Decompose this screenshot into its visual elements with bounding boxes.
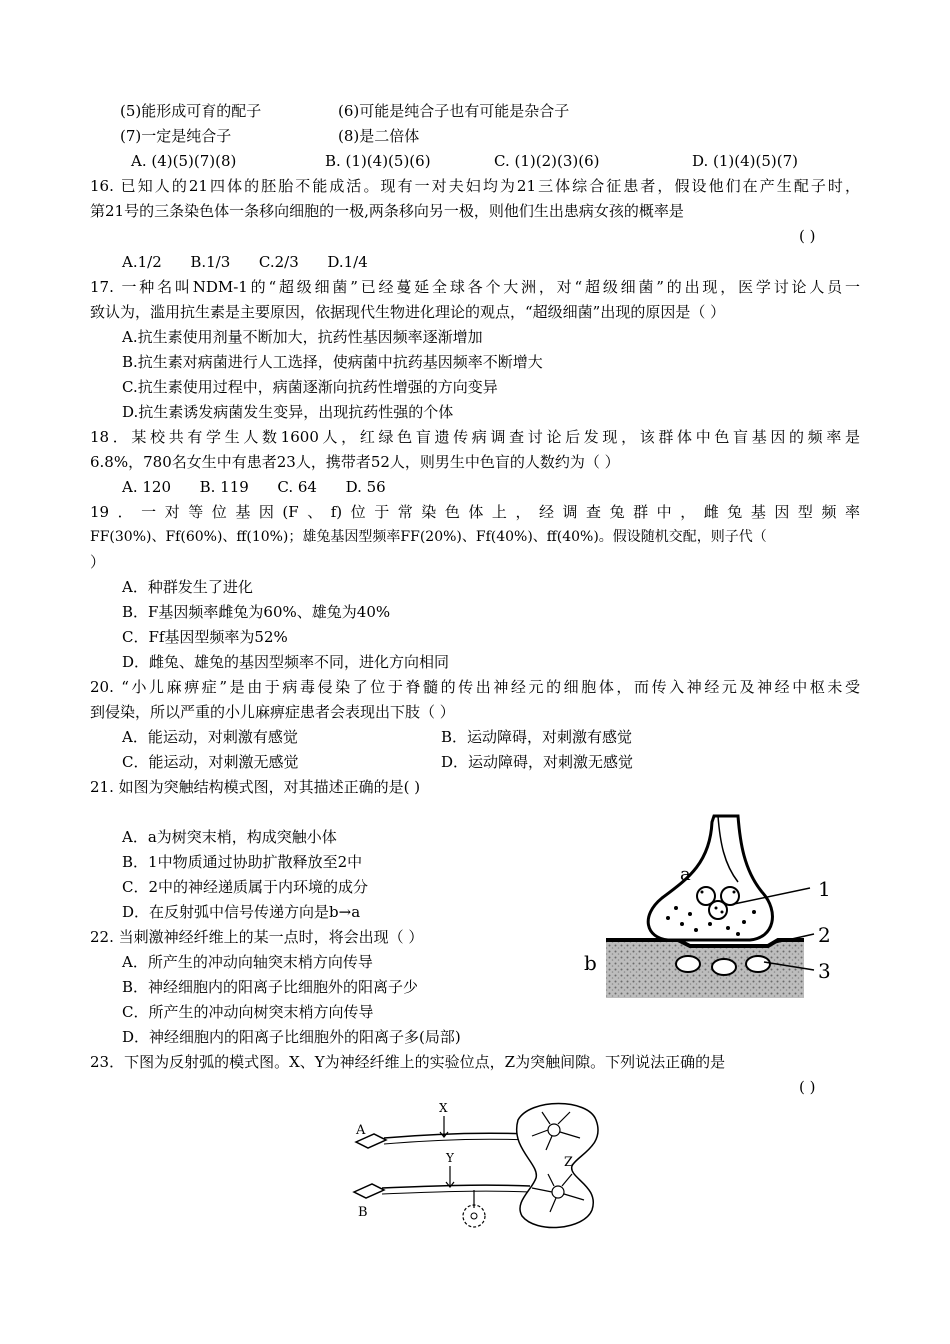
- fig-label-3: 3: [818, 959, 831, 983]
- fig-label-1: 1: [818, 877, 831, 901]
- q17-option-a: A.抗生素使用剂量不断加大，抗药性基因频率逐渐增加: [122, 328, 483, 346]
- afferent-fiber-inner: [384, 1139, 530, 1144]
- q21-option-d: D．在反射弧中信号传递方向是b→a: [122, 903, 361, 921]
- q21-stem: 21. 如图为突触结构模式图，对其描述正确的是( ): [90, 778, 421, 796]
- receptor: [712, 959, 736, 975]
- synapse-diagram: [578, 812, 840, 998]
- ganglion-cell: [471, 1213, 477, 1219]
- q20-option-c: C．能运动，对刺激无感觉: [122, 753, 299, 771]
- q15-line1-a: (5)能形成可育的配子: [120, 102, 262, 120]
- fig-label-X: X: [439, 1101, 448, 1115]
- effector-b-icon: [354, 1184, 384, 1198]
- q17-stem-line2: 致认为，滥用抗生素是主要原因，依据现代生物进化理论的观点，“超级细菌”出现的原因是（ ）: [90, 303, 726, 321]
- q19-option-c: C．Ff基因型频率为52%: [122, 628, 288, 646]
- fig-label-A: A: [356, 1123, 366, 1138]
- q20-option-a: A．能运动，对刺激有感觉: [122, 728, 298, 746]
- q15-option-c: C. (1)(2)(3)(6): [494, 152, 600, 170]
- q19-stem-line1: 19．一对等位基因(F、f)位于常染色体上，经调查兔群中，雌兔基因型频率: [90, 503, 860, 521]
- q22-stem: 22. 当刺激神经纤维上的某一点时，将会出现（ ）: [90, 928, 424, 946]
- fig-label-Y: Y: [446, 1151, 454, 1165]
- fig-label-a: a: [680, 864, 691, 885]
- q17-stem-line1: 17. 一种名叫NDM-1的“超级细菌”已经蔓延全球各个大洲，对“超级细菌”的出现，医学讨论人员一: [90, 278, 860, 296]
- q20-option-b: B．运动障碍，对刺激有感觉: [441, 728, 633, 746]
- q22-option-b: B．神经细胞内的阳离子比细胞外的阳离子少: [122, 978, 419, 996]
- fig-label-b: b: [584, 951, 597, 975]
- q18-options: A. 120 B. 119 C. 64 D. 56: [122, 478, 386, 496]
- efferent-fiber-inner: [382, 1191, 530, 1194]
- q22-option-c: C．所产生的冲动向树突末梢方向传导: [122, 1003, 374, 1021]
- q20-option-d: D．运动障碍，对刺激无感觉: [441, 753, 634, 771]
- q15-option-d: D. (1)(4)(5)(7): [692, 152, 799, 170]
- q18-stem-line1: 18．某校共有学生人数1600人，红绿色盲遗传病调查讨论后发现，该群体中色盲基因的频率是: [90, 428, 860, 446]
- q21-option-b: B．1中物质通过协助扩散释放至2中: [122, 853, 363, 871]
- fig-label-Z: Z: [564, 1155, 574, 1170]
- receptor: [746, 956, 770, 972]
- q17-option-d: D.抗生素诱发病菌发生变异，出现抗药性强的个体: [122, 403, 454, 421]
- q19-stem-line3: ）: [90, 553, 106, 571]
- q16-options: A.1/2 B.1/3 C.2/3 D.1/4: [122, 253, 368, 271]
- fig-label-B: B: [358, 1205, 368, 1220]
- q20-stem-line2: 到侵染，所以严重的小儿麻痹症患者会表现出下肢（ ）: [90, 703, 455, 721]
- synaptic-knob: [648, 816, 772, 940]
- q15-line2-a: (7)一定是纯合子: [120, 127, 232, 145]
- postsynaptic-membrane: [606, 940, 804, 998]
- q15-option-b: B. (1)(4)(5)(6): [325, 152, 431, 170]
- q22-option-d: D．神经细胞内的阳离子比细胞外的阳离子多(局部): [122, 1028, 461, 1046]
- spinal-cord-outline: [517, 1104, 598, 1228]
- q16-stem-line1: 16. 已知人的21四体的胚胎不能成活。现有一对夫妇均为21三体综合征患者，假设他们在产生配子时，: [90, 177, 860, 195]
- q15-option-a: A. (4)(5)(7)(8): [131, 152, 237, 170]
- q16-answer-paren: ( ): [799, 227, 816, 245]
- q21-option-c: C．2中的神经递质属于内环境的成分: [122, 878, 369, 896]
- ganglion-circle: [463, 1205, 485, 1227]
- fig-label-2: 2: [818, 923, 831, 947]
- q16-stem-line2: 第21号的三条染色体一条移向细胞的一极,两条移向另一极，则他们生出患病女孩的概率是: [90, 202, 684, 220]
- afferent-fiber: [384, 1133, 530, 1138]
- q18-stem-line2: 6.8%，780名女生中有患者23人，携带者52人，则男生中色盲的人数约为（ ）: [90, 453, 620, 471]
- q19-option-a: A．种群发生了进化: [122, 578, 253, 596]
- efferent-fiber: [382, 1185, 530, 1188]
- q17-option-c: C.抗生素使用过程中，病菌逐渐向抗药性增强的方向变异: [122, 378, 498, 396]
- receptor: [676, 956, 700, 972]
- q15-line1-b: (6)可能是纯合子也有可能是杂合子: [338, 102, 570, 120]
- q19-option-b: B．F基因频率雌兔为60%、雄兔为40%: [122, 603, 391, 621]
- q23-answer-paren: ( ): [799, 1078, 816, 1096]
- q17-option-b: B.抗生素对病菌进行人工选择，使病菌中抗药基因频率不断增大: [122, 353, 543, 371]
- q21-option-a: A．a为树突末梢，构成突触小体: [122, 828, 337, 846]
- q23-stem: 23．下图为反射弧的模式图。X、Y为神经纤维上的实验位点，Z为突触间隙。下列说法正确的是: [90, 1053, 726, 1071]
- q19-option-d: D．雌兔、雄兔的基因型频率不同，进化方向相同: [122, 653, 450, 671]
- q20-stem-line1: 20. “小儿麻痹症”是由于病毒侵染了位于脊髓的传出神经元的细胞体，而传入神经元及神经中枢未受: [90, 678, 860, 696]
- q22-option-a: A．所产生的冲动向轴突末梢方向传导: [122, 953, 373, 971]
- reflex-arc-diagram: [350, 1090, 620, 1240]
- q19-stem-line2: FF(30%)、Ff(60%)、ff(10%)；雄兔基因型频率FF(20%)、Ff(40%)、ff(40%)。假设随机交配，则子代（: [90, 529, 767, 545]
- q15-line2-b: (8)是二倍体: [338, 127, 420, 145]
